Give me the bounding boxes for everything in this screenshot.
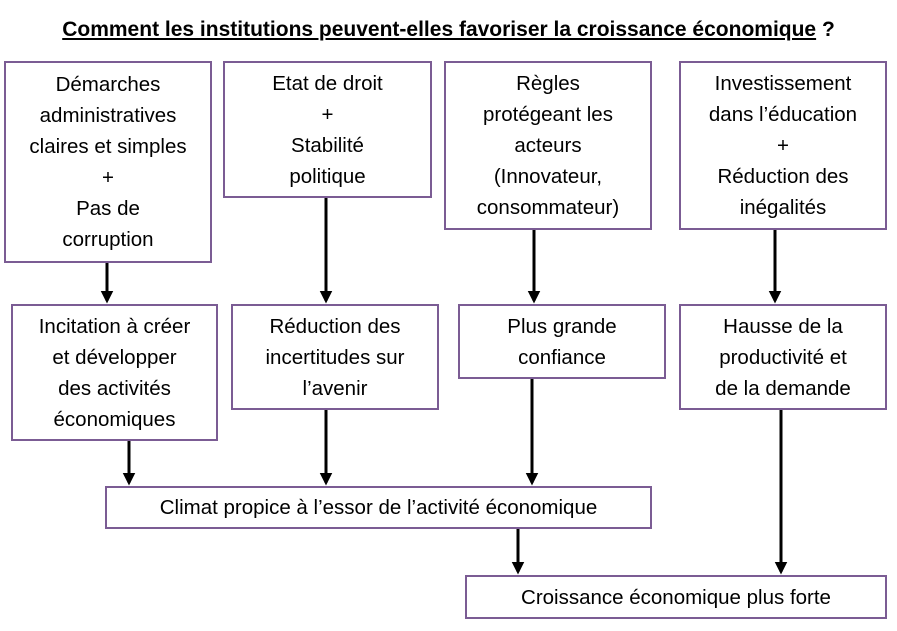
title-main: Comment les institutions peuvent-elles favoriser la croissance économique bbox=[62, 18, 817, 41]
box-line: consommateur) bbox=[476, 196, 620, 219]
box-line: politique bbox=[289, 164, 366, 188]
box-line: et développer bbox=[52, 345, 177, 369]
box-line: (Innovateur, bbox=[493, 165, 603, 188]
box-line: Pas de bbox=[76, 197, 140, 220]
box-line: Incitation à créer bbox=[38, 314, 191, 338]
box-line: dans l’éducation bbox=[708, 103, 858, 126]
box-line: Réduction des bbox=[269, 314, 401, 338]
box-text: Climat propice à l’essor de l’activité économique bbox=[159, 496, 598, 519]
title-suffix: ? bbox=[816, 18, 835, 41]
box-line: productivité et bbox=[719, 345, 847, 369]
box-line: administratives bbox=[39, 104, 177, 127]
box-line: l’avenir bbox=[302, 376, 368, 400]
box-line: incertitudes sur bbox=[265, 345, 405, 369]
box-line: Démarches bbox=[55, 73, 161, 96]
box-line: Plus grande bbox=[507, 314, 617, 338]
box-line: Réduction des bbox=[717, 165, 849, 188]
box-line: + bbox=[102, 166, 114, 189]
box-line: Règles bbox=[516, 72, 580, 95]
box-line: acteurs bbox=[514, 134, 582, 157]
box-line: Stabilité bbox=[291, 133, 364, 157]
box-line: claires et simples bbox=[29, 135, 187, 158]
box-line: confiance bbox=[518, 345, 606, 369]
box-line: économiques bbox=[53, 407, 176, 431]
box-line: + bbox=[777, 134, 789, 157]
box-text: Croissance économique plus forte bbox=[521, 585, 831, 609]
box-line: de la demande bbox=[715, 376, 851, 400]
box-line: Etat de droit bbox=[272, 71, 383, 95]
box-line: inégalités bbox=[739, 196, 827, 219]
box-line: protégeant les bbox=[483, 103, 613, 126]
box-line: Hausse de la bbox=[723, 314, 843, 338]
box-line: corruption bbox=[62, 228, 154, 251]
box-line: + bbox=[321, 102, 334, 126]
box-line: des activités bbox=[58, 376, 171, 400]
box-line: Investissement bbox=[714, 72, 852, 95]
